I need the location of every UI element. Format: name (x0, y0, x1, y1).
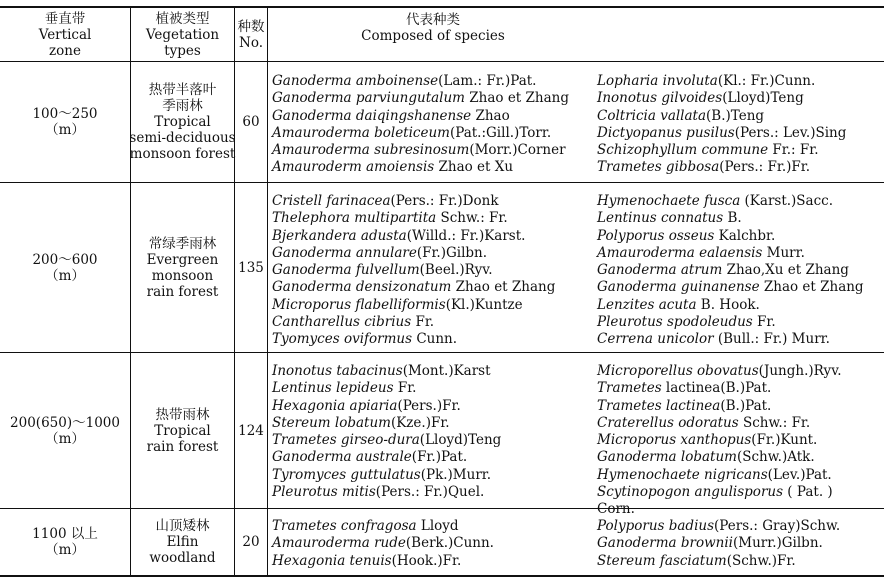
species-entry (597, 245, 864, 262)
species-entry (597, 90, 846, 107)
species-entry (597, 484, 842, 501)
species-name: Ganoderma guinanense (597, 279, 760, 296)
species-name: Amauroderma rude (272, 535, 406, 552)
header-zone-en2: zone (49, 42, 81, 59)
species-entry (597, 279, 864, 296)
species-entry (597, 314, 864, 331)
header-veg-en1: Vegetation (145, 26, 220, 43)
species-entry (597, 331, 864, 348)
species-authority: (Pers.: Gray)Schw. (714, 518, 841, 534)
species-entry (597, 535, 840, 552)
header-num-cn: 种数 (237, 18, 265, 35)
vegetation-text: 季雨林 (162, 98, 203, 114)
species-entry (272, 159, 569, 176)
vegetation-text: rain forest (146, 283, 219, 300)
species-name: Amauroderma subresinosum (272, 142, 470, 159)
species-entry (597, 398, 842, 415)
zone-text: 100～250 (32, 106, 98, 122)
species-entry (272, 553, 494, 570)
species-authority: Zhao et Zhang (464, 90, 569, 107)
species-authority: (Pers.)Fr. (397, 397, 461, 414)
species-authority: (Schw.)Atk. (736, 449, 815, 466)
species-entry (597, 125, 846, 142)
species-entry (272, 331, 555, 348)
species-entry (597, 501, 842, 518)
species-name: Lentinus connatus (597, 210, 724, 227)
species-entry (272, 193, 555, 210)
species-column-left (272, 73, 569, 177)
species-count-cell (235, 509, 267, 575)
species-name: Stereum lobatum (272, 414, 391, 431)
species-name: Ganoderma atrum (597, 262, 723, 279)
species-name: Tyromyces guttulatus (272, 466, 421, 483)
species-name: Ganoderma daiqingshanense (272, 107, 472, 124)
species-entry (597, 108, 846, 125)
species-authority: lactinea(B.)Pat. (661, 380, 772, 397)
species-name: Ganoderma amboinense (272, 73, 439, 89)
species-name: Ganoderma fulvellum (272, 262, 420, 279)
species-entry (272, 297, 555, 314)
species-authority: (Kl.: Fr.)Cunn. (717, 73, 816, 89)
species-name: Ganoderma annulare (272, 244, 417, 261)
species-authority: (Lev.)Pat. (767, 466, 832, 483)
species-name: Lopharia involuta (597, 73, 718, 89)
species-entry (272, 518, 494, 535)
species-entry (597, 142, 846, 159)
species-name: Stereum fasciatum (597, 552, 727, 569)
species-name: Hymenochaete fusca (597, 193, 741, 209)
zone-text: （m） (45, 430, 85, 447)
species-entry (272, 108, 569, 125)
zone-text: 1100 以上 (32, 526, 98, 542)
species-authority: (Pat.:Gill.)Torr. (449, 124, 552, 141)
species-entry (272, 449, 501, 466)
vegetation-text: Tropical (154, 114, 211, 130)
vegetation-text: Tropical (154, 422, 211, 439)
species-entry (597, 380, 842, 397)
species-entry (272, 484, 501, 501)
species-name: Ganoderma densizonatum (272, 279, 452, 296)
species-entry (272, 415, 501, 432)
species-entry (272, 142, 569, 159)
species-entry (597, 363, 842, 380)
species-name: Thelephora multipartita (272, 210, 437, 227)
vegetation-text: semi-deciduous (129, 130, 236, 146)
species-name: Tyomyces oviformus (272, 331, 413, 348)
species-name: Schizophyllum commune (597, 142, 769, 159)
species-entry (597, 210, 864, 227)
species-name: Pleurotus mitis (272, 484, 376, 501)
species-authority: (Fr.)Pat. (411, 449, 468, 466)
vegetation-text: 热带半落叶 (148, 82, 217, 98)
species-authority: Zhao,Xu et Zhang (722, 262, 849, 279)
species-entry (272, 363, 501, 380)
species-entry (272, 398, 501, 415)
species-name: Trametes (597, 380, 662, 397)
species-column-right (597, 193, 864, 349)
species-name: Coltricia vallata (597, 107, 707, 124)
species-entry (597, 73, 846, 90)
species-authority: (Beel.)Ryv. (419, 262, 493, 279)
species-authority: Corn. (597, 501, 635, 518)
zone-cell (0, 183, 130, 352)
species-name: Trametes lactinea (597, 397, 721, 414)
species-authority: (Pk.)Murr. (420, 466, 492, 483)
species-entry (272, 262, 555, 279)
zone-text: （m） (45, 542, 85, 558)
header-species-cn: 代表种类 (406, 12, 460, 28)
zone-text: 200～600 (32, 251, 98, 268)
species-name: Dictyopanus pusilus (597, 124, 735, 141)
species-name: Hexagonia tenuis (272, 552, 392, 569)
species-name: Microporus flabelliformis (272, 296, 446, 313)
species-name: Amauroderm amoiensis (272, 159, 435, 176)
species-entry (272, 245, 555, 262)
species-entry (272, 380, 501, 397)
species-entry (597, 432, 842, 449)
header-veg-cn: 植被类型 (155, 10, 210, 27)
species-entry (272, 314, 555, 331)
species-authority: (Pers.: Fr.)Donk (390, 193, 499, 209)
header-species-en: Composed of species (361, 28, 505, 44)
species-authority: Fr.: Fr. (768, 142, 819, 159)
species-authority: B. (723, 210, 742, 227)
zone-cell (0, 509, 130, 575)
vegetation-text: Elfin (166, 534, 199, 550)
species-name: Lenzites acuta (597, 296, 697, 313)
header-veg-en2: types (164, 42, 201, 59)
zone-cell (0, 353, 130, 508)
species-column-right (597, 363, 842, 519)
species-entry (597, 297, 864, 314)
species-entry (272, 73, 569, 90)
species-authority: (B.)Teng (706, 107, 765, 124)
table-bottom-rule (0, 575, 884, 577)
species-entry (597, 415, 842, 432)
header-veg (131, 8, 234, 61)
header-species (268, 8, 598, 48)
species-entry (272, 228, 555, 245)
species-name: Cantharellus cibrius (272, 314, 412, 331)
species-authority: (Pers.: Lev.)Sing (734, 124, 847, 141)
species-column-left (272, 518, 494, 570)
species-authority: Zhao (471, 107, 510, 124)
species-name: Hexagonia apiaria (272, 397, 398, 414)
species-name: Polyporus badius (597, 518, 715, 534)
species-authority: (Mont.)Karst (402, 363, 491, 379)
species-entry (597, 159, 846, 176)
header-zone-en1: Vertical (38, 26, 92, 43)
species-authority: Schw.: Fr. (738, 414, 811, 431)
species-authority: Fr. (393, 380, 417, 397)
species-count-cell (235, 183, 267, 352)
zone-text: （m） (45, 122, 85, 138)
species-count: 135 (238, 259, 264, 276)
vegetation-text: rain forest (146, 438, 219, 455)
species-column-left (272, 363, 501, 501)
vegetation-text: 常绿季雨林 (148, 235, 217, 252)
species-name: Scytinopogon angulisporus (597, 484, 784, 501)
species-name: Pleurotus spodoleudus (597, 314, 753, 331)
species-authority: (Lloyd)Teng (419, 432, 502, 449)
species-entry (597, 518, 840, 535)
species-authority: Zhao et Xu (434, 159, 514, 176)
species-authority: (Fr.)Kunt. (751, 432, 818, 449)
species-authority: (Jungh.)Ryv. (758, 363, 842, 379)
species-authority: (Hook.)Fr. (391, 552, 462, 569)
species-entry (272, 279, 555, 296)
vegetation-text: 热带雨林 (155, 406, 210, 423)
species-entry (597, 193, 864, 210)
species-name: Trametes gibbosa (597, 159, 720, 176)
vegetation-text: 山顶矮林 (155, 518, 210, 534)
species-column-right (597, 73, 846, 177)
species-entry (272, 210, 555, 227)
species-authority: Lloyd (416, 518, 459, 534)
species-count-cell (235, 62, 267, 182)
species-authority: Schw.: Fr. (436, 210, 508, 227)
species-authority: (Willd.: Fr.)Karst. (406, 227, 526, 244)
header-zone (0, 8, 130, 61)
species-name: Ganoderma australe (272, 449, 412, 466)
species-count: 60 (242, 114, 260, 130)
species-name: Hymenochaete nigricans (597, 466, 768, 483)
species-authority: B. Hook. (696, 296, 760, 313)
species-authority: Zhao et Zhang (759, 279, 864, 296)
header-num-en: No. (239, 34, 263, 51)
species-authority: (Pers.: Fr.)Fr. (719, 159, 811, 176)
species-authority: (Bull.: Fr.) Murr. (713, 331, 830, 348)
species-authority: (Berk.)Cunn. (405, 535, 494, 552)
species-name: Bjerkandera adusta (272, 227, 407, 244)
species-authority: Murr. (762, 244, 805, 261)
vegetation-cell (131, 183, 234, 352)
species-authority: Zhao et Zhang (451, 279, 556, 296)
species-entry (272, 467, 501, 484)
species-name: Ganoderma lobatum (597, 449, 737, 466)
vegetation-cell (131, 509, 234, 575)
species-entry (272, 432, 501, 449)
species-authority: (Karst.)Sacc. (740, 193, 834, 209)
species-entry (272, 90, 569, 107)
species-name: Microporus xanthopus (597, 432, 752, 449)
species-authority: (Fr.)Gilbn. (416, 244, 488, 261)
species-name: Trametes confragosa (272, 518, 417, 534)
species-name: Lentinus lepideus (272, 380, 394, 397)
species-name: Ganoderma brownii (597, 535, 733, 552)
species-authority: (Kl.)Kuntze (445, 296, 523, 313)
species-authority: (Schw.)Fr. (726, 552, 796, 569)
zone-text: （m） (45, 267, 85, 284)
species-name: Amauroderma ealaensis (597, 244, 763, 261)
species-authority: (Lam.: Fr.)Pat. (438, 73, 537, 89)
species-count-cell (235, 353, 267, 508)
species-entry (597, 553, 840, 570)
species-count: 124 (238, 422, 264, 439)
species-name: Trametes girseo-dura (272, 432, 420, 449)
species-name: Inonotus tabacinus (272, 363, 403, 379)
species-name: Craterellus odoratus (597, 414, 739, 431)
species-authority: (Lloyd)Teng (722, 90, 804, 107)
vegetation-text: monsoon forest (129, 146, 236, 162)
header-zone-cn: 垂直带 (44, 10, 86, 27)
vegetation-cell (131, 62, 234, 182)
species-name: Amauroderma boleticeum (272, 124, 450, 141)
species-entry (597, 228, 864, 245)
species-entry (597, 449, 842, 466)
species-authority: Fr. (411, 314, 435, 331)
species-name: Microporellus obovatus (597, 363, 759, 379)
col-rule (267, 6, 268, 577)
species-authority: Kalchbr. (714, 227, 776, 244)
species-name: Inonotus gilvoides (597, 90, 723, 107)
species-column-left (272, 193, 555, 349)
species-entry (272, 535, 494, 552)
vegetation-text: woodland (149, 550, 216, 566)
zone-text: 200(650)～1000 (10, 414, 120, 431)
header-num (235, 8, 267, 61)
species-entry (597, 262, 864, 279)
species-name: Cerrena unicolor (597, 331, 714, 348)
vegetation-cell (131, 353, 234, 508)
species-authority: (Murr.)Gilbn. (733, 535, 823, 552)
species-authority: (Morr.)Corner (469, 142, 566, 159)
species-authority: Fr. (752, 314, 776, 331)
vegetation-text: monsoon (151, 267, 214, 284)
vegetation-text: Evergreen (146, 251, 219, 268)
species-authority: Cunn. (412, 331, 458, 348)
species-count: 20 (242, 534, 260, 550)
zone-cell (0, 62, 130, 182)
species-authority: (B.)Pat. (720, 397, 772, 414)
species-authority: (Pers.: Fr.)Quel. (375, 484, 485, 501)
species-name: Polyporus osseus (597, 227, 715, 244)
species-entry (597, 467, 842, 484)
species-authority: (Kze.)Fr. (390, 414, 450, 431)
species-name: Ganoderma parviungutalum (272, 90, 465, 107)
species-authority: ( Pat. ) (783, 484, 833, 501)
species-name: Cristell farinacea (272, 193, 391, 209)
species-entry (272, 125, 569, 142)
species-column-right (597, 518, 840, 570)
species-table (0, 6, 884, 577)
